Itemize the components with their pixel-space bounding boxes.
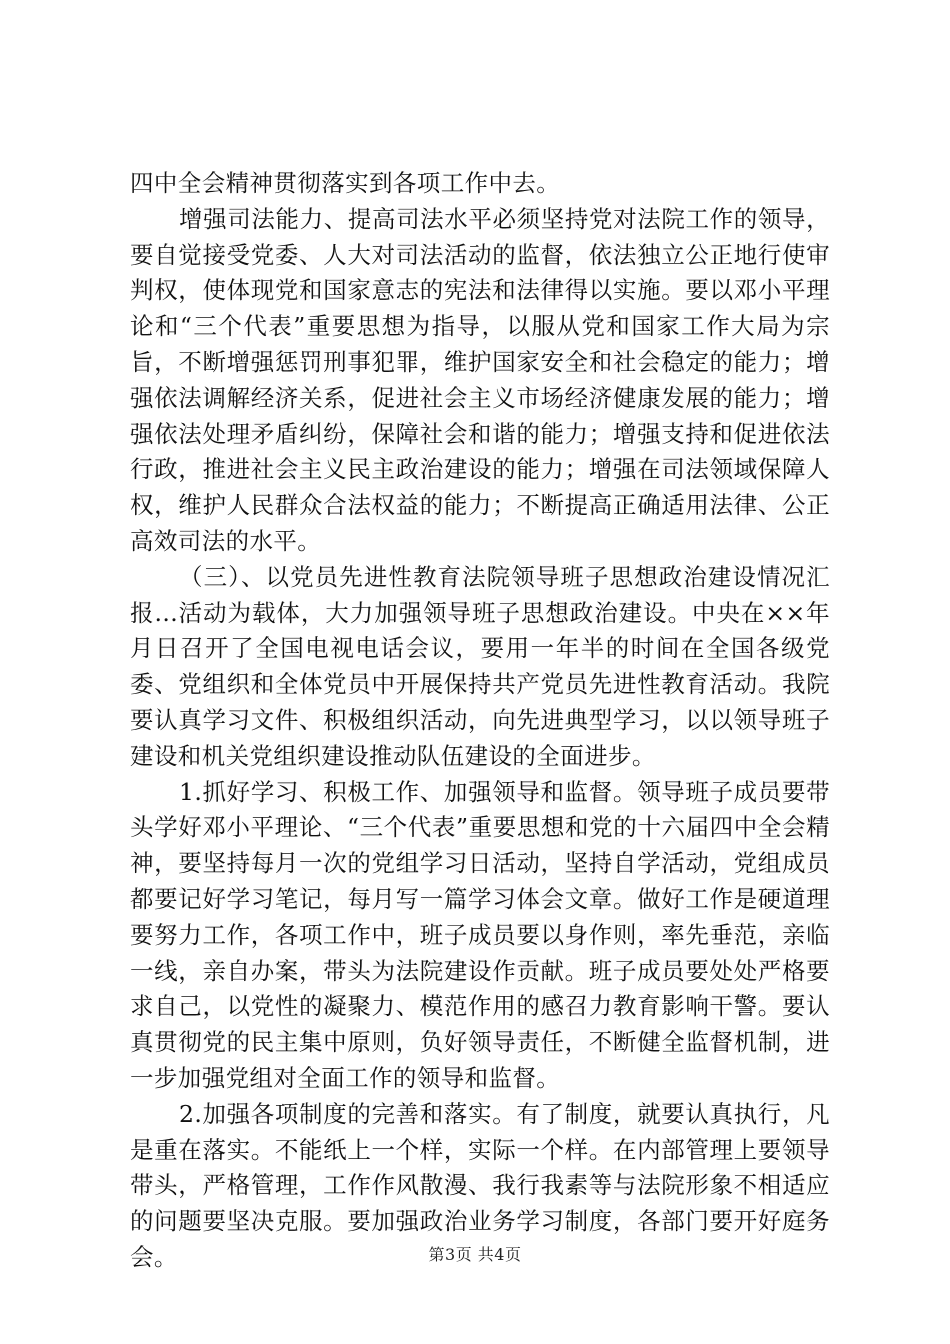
paragraph-continuation: 四中全会精神贯彻落实到各项工作中去。 [130,169,561,197]
page-number-footer: 第3页 共4页 [428,1245,522,1264]
paragraph-section-three: （三）、以党员先进性教育法院领导班子思想政治建设情况汇报...活动为载体，大力加强领导班子思想政治建设。中央在××年月日召开了全国电视电话会议，要用一年半的时间在全国各级党委、党组织和全体党员中开展保持共产党员先进性教育活动。我院要认真学习文件、积极组织活动，向先进典型学习，以以领导班子建设和机关党组织建设推动队伍建设的全面进步。 [130,562,830,770]
document-body [130,166,830,1276]
paragraph-item-two: 2.加强各项制度的完善和落实。有了制度，就要认真执行，凡是重在落实。不能纸上一个样，实际一个样。在内部管理上要领导带头，严格管理，工作作风散漫、我行我素等与法院形象不相适应的问题要坚决克服。要加强政治业务学习制度，各部门要开好庭务会。 [130,1099,830,1271]
paragraph-item-one: 1.抓好学习、积极工作、加强领导和监督。领导班子成员要带头学好邓小平理论、“三个代表”重要思想和党的十六届四中全会精神，要坚持每月一次的党组学习日活动，坚持自学活动，党组成员都要记好学习笔记，每月写一篇学习体会文章。做好工作是硬道理要努力工作，各项工作中，班子成员要以身作则，率先垂范，亲临一线，亲自办案，带头为法院建设作贡献。班子成员要处处严格要求自己，以党性的凝聚力、模范作用的感召力教育影响干警。要认真贯彻党的民主集中原则，负好领导责任，不断健全监督机制，进一步加强党组对全面工作的领导和监督。 [130,777,830,1092]
paragraph-judicial-capacity: 增强司法能力、提高司法水平必须坚持党对法院工作的领导，要自觉接受党委、人大对司法活动的监督，依法独立公正地行使审判权，使体现党和国家意志的宪法和法律得以实施。要以邓小平理论和“三个代表”重要思想为指导，以服从党和国家工作大局为宗旨，不断增强惩罚刑事犯罪，维护国家安全和社会稳定的能力；增强依法调解经济关系，促进社会主义市场经济健康发展的能力；增强依法处理矛盾纠纷，保障社会和谐的能力；增强支持和促进依法行政，推进社会主义民主政治建设的能力；增强在司法领域保障人权，维护人民群众合法权益的能力；不断提高正确适用法律、公正高效司法的水平。 [130,204,830,555]
